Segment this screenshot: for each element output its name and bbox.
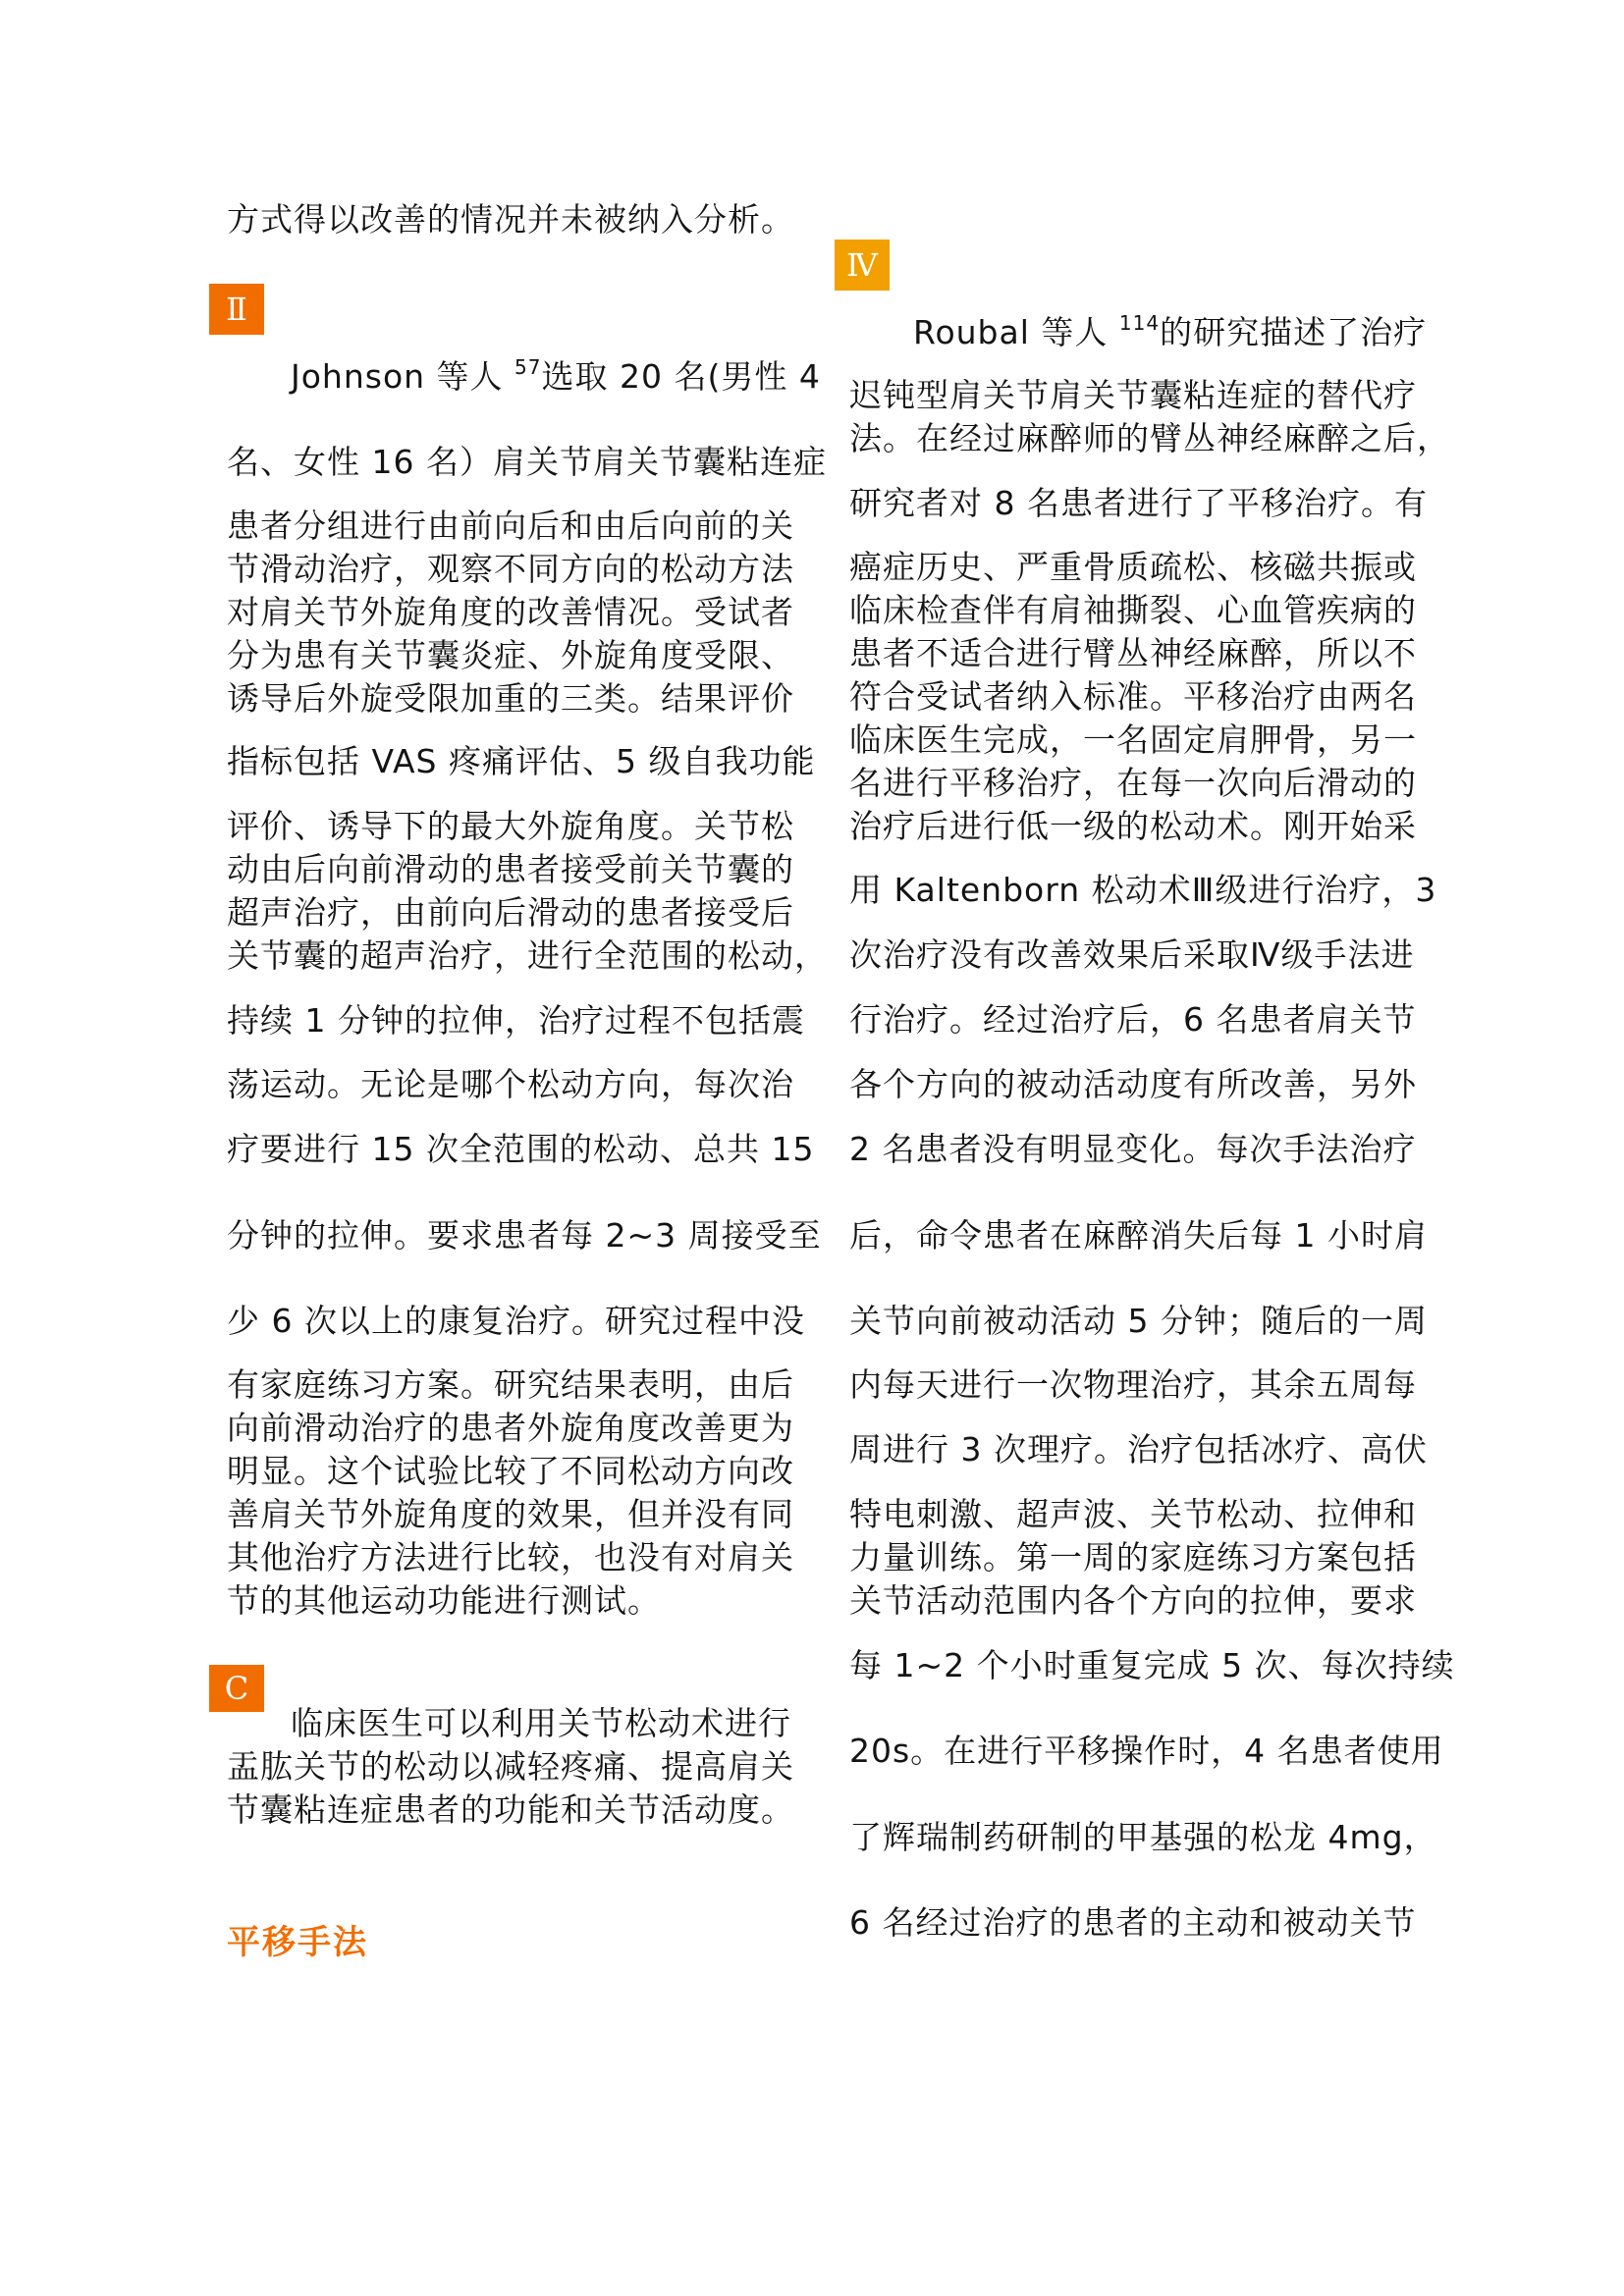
left-line: 其他治疗方法进行比较，也没有对肩关 xyxy=(227,1538,794,1576)
right-line: 关节活动范围内各个方向的拉伸，要求 xyxy=(849,1581,1417,1620)
left-line: 疗要进行 15 次全范围的松动、总共 15 xyxy=(227,1130,815,1168)
right-line: 每 1~2 个小时重复完成 5 次、每次持续 xyxy=(849,1646,1455,1684)
section-badge-c: C xyxy=(209,1665,264,1712)
left-line: 诱导后外旋受限加重的三类。结果评价 xyxy=(227,679,794,718)
left-line: 分钟的拉伸。要求患者每 2~3 周接受至 xyxy=(227,1216,822,1255)
right-line: 符合受试者纳入标准。平移治疗由两名 xyxy=(849,677,1417,716)
right-line: 患者不适合进行臂丛神经麻醉，所以不 xyxy=(849,634,1417,672)
right-line: 名进行平移治疗，在每一次向后滑动的 xyxy=(849,764,1417,802)
right-line: 20s。在进行平移操作时，4 名患者使用 xyxy=(849,1732,1444,1770)
left-line: 有家庭练习方案。研究结果表明，由后 xyxy=(227,1365,794,1404)
johnson-first-line xyxy=(291,355,821,399)
author-johnson: Johnson 等人 xyxy=(291,357,504,396)
roubal-rest: 的研究描述了治疗 xyxy=(1160,313,1428,351)
left-line: 超声治疗，由前向后滑动的患者接受后 xyxy=(227,893,794,932)
right-line: 用 Kaltenborn 松动术Ⅲ级进行治疗，3 xyxy=(849,871,1437,909)
left-line: 节的其他运动功能进行测试。 xyxy=(227,1581,661,1620)
conclusion-line: 盂肱关节的松动以减轻疼痛、提高肩关 xyxy=(227,1747,794,1786)
right-line: 次治疗没有改善效果后采取Ⅳ级手法进 xyxy=(849,935,1415,974)
right-line: 法。在经过麻醉师的臂丛神经麻醉之后， xyxy=(849,419,1450,457)
right-line: 了辉瑞制药研制的甲基强的松龙 4mg， xyxy=(849,1818,1437,1856)
left-line: 患者分组进行由前向后和由后向前的关 xyxy=(227,507,794,545)
right-line: 内每天进行一次物理治疗，其余五周每 xyxy=(849,1365,1417,1404)
right-line: 2 名患者没有明显变化。每次手法治疗 xyxy=(849,1130,1417,1168)
section-heading: 平移手法 xyxy=(227,1923,368,1962)
johnson-rest: 选取 20 名(男性 4 xyxy=(541,357,821,396)
right-line: 癌症历史、严重骨质疏松、核磁共振或 xyxy=(849,548,1417,586)
intro-line: 方式得以改善的情况并未被纳入分析。 xyxy=(227,200,794,239)
right-line: 周进行 3 次理疗。治疗包括冰疗、高伏 xyxy=(849,1430,1428,1468)
left-line: 动由后向前滑动的患者接受前关节囊的 xyxy=(227,850,794,888)
right-line: 特电刺激、超声波、关节松动、拉伸和 xyxy=(849,1495,1417,1533)
left-line: 善肩关节外旋角度的效果，但并没有同 xyxy=(227,1495,794,1533)
left-line: 向前滑动治疗的患者外旋角度改善更为 xyxy=(227,1409,794,1447)
left-line: 节滑动治疗，观察不同方向的松动方法 xyxy=(227,550,794,588)
left-line: 指标包括 VAS 疼痛评估、5 级自我功能 xyxy=(227,742,816,780)
right-line: 临床检查伴有肩袖撕裂、心血管疾病的 xyxy=(849,591,1417,629)
right-line: 6 名经过治疗的患者的主动和被动关节 xyxy=(849,1903,1417,1942)
right-line: 迟钝型肩关节肩关节囊粘连症的替代疗 xyxy=(849,376,1417,414)
right-line: 治疗后进行低一级的松动术。刚开始采 xyxy=(849,807,1417,845)
left-line: 关节囊的超声治疗，进行全范围的松动， xyxy=(227,936,828,975)
left-line: 名、女性 16 名）肩关节肩关节囊粘连症 xyxy=(227,443,827,481)
ref-57: 57 xyxy=(514,355,542,379)
right-line: 力量训练。第一周的家庭练习方案包括 xyxy=(849,1538,1417,1576)
left-line: 明显。这个试验比较了不同松动方向改 xyxy=(227,1452,794,1490)
author-roubal: Roubal 等人 xyxy=(913,313,1109,351)
right-line: 研究者对 8 名患者进行了平移治疗。有 xyxy=(849,484,1428,522)
right-line: 关节向前被动活动 5 分钟；随后的一周 xyxy=(849,1302,1428,1340)
section-badge-iv: Ⅳ xyxy=(835,240,890,291)
left-line: 评价、诱导下的最大外旋角度。关节松 xyxy=(227,807,794,845)
right-line: 临床医生完成，一名固定肩胛骨，另一 xyxy=(849,721,1417,759)
conclusion-line: 节囊粘连症患者的功能和关节活动度。 xyxy=(227,1790,794,1829)
roubal-first-line xyxy=(913,311,1427,354)
left-line: 持续 1 分钟的拉伸，治疗过程不包括震 xyxy=(227,1001,805,1040)
right-line: 后，命令患者在麻醉消失后每 1 小时肩 xyxy=(849,1216,1428,1255)
right-line: 行治疗。经过治疗后，6 名患者肩关节 xyxy=(849,1000,1417,1039)
left-line: 少 6 次以上的康复治疗。研究过程中没 xyxy=(227,1302,805,1340)
ref-114: 114 xyxy=(1118,311,1161,335)
left-line: 荡运动。无论是哪个松动方向，每次治 xyxy=(227,1065,794,1103)
left-line: 对肩关节外旋角度的改善情况。受试者 xyxy=(227,593,794,631)
right-line: 各个方向的被动活动度有所改善，另外 xyxy=(849,1065,1417,1103)
conclusion-line: 临床医生可以利用关节松动术进行 xyxy=(291,1704,791,1742)
left-line: 分为患有关节囊炎症、外旋角度受限、 xyxy=(227,636,794,674)
section-badge-ii: Ⅱ xyxy=(209,284,264,335)
